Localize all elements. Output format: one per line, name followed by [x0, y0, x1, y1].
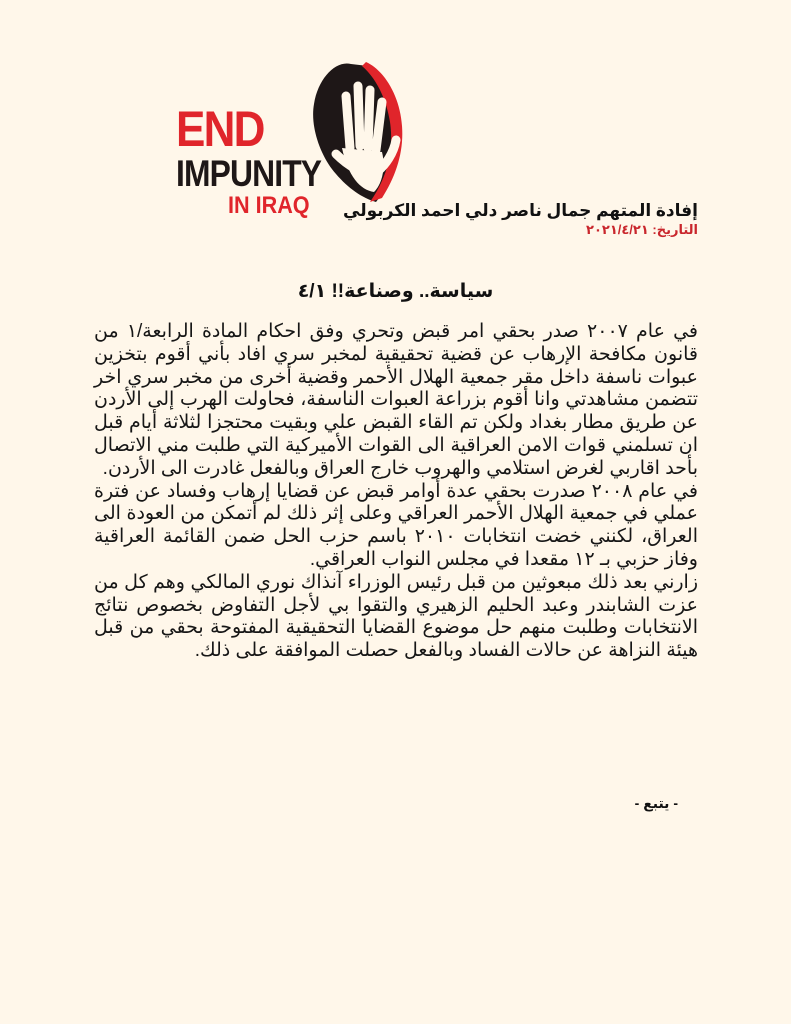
- to-be-continued-label: - يتبع -: [634, 795, 678, 811]
- date-label: التاريخ:: [652, 222, 698, 237]
- statement-date: [343, 222, 698, 238]
- body-paragraph: في عام ٢٠٠٧ صدر بحقي امر قبض وتحري وفق احكام المادة الرابعة/١ من قانون مكافحة الإرهاب عن قضية تحقيقية لمخبر سري افاد بأني أقوم بتخزين عبوات ناسفة داخل مقر جمعية الهلال الأحمر وقضية أخرى من مخبر سري اخر تتضمن مشاهدتي وانا أقوم بزراعة العبوات الناسفة، فحاولت الهرب إلى الأردن عن طريق مطار بغداد ولكن تم القاء القبض علي وبقيت محتجزا لثلاثة أيام قبل ان تسلمني قوات الامن العراقية الى القوات الأميركية التي طلبت مني الاتصال بأحد اقاربي لغرض استلامي والهروب خارج العراق وبالفعل غادرت الى الأردن.: [94, 321, 699, 479]
- date-value: ٢٠٢١/٤/٢١: [586, 222, 649, 237]
- statement-header: [343, 200, 698, 238]
- logo-impunity-text: IMPUNITY: [176, 153, 322, 194]
- logo-in-iraq-text: IN IRAQ: [228, 192, 310, 219]
- logo-wordmark: [176, 101, 345, 219]
- document-body: [94, 321, 698, 663]
- logo-end-text: END: [176, 101, 264, 157]
- end-impunity-logo: [176, 56, 406, 219]
- body-paragraph: في عام ٢٠٠٨ صدرت بحقي عدة أوامر قبض عن قضايا إرهاب وفساد عن فترة عملي في جمعية الهلال الأحمر العراقي وعلى إثر ذلك لم أتمكن من العودة الى العراق، لكنني خضت انتخابات ٢٠١٠ باسم حزب الحل ضمن القائمة العراقية وفاز حزبي بـ ١٢ مقعدا في مجلس النواب العراقي.: [94, 480, 698, 570]
- body-paragraph: زارني بعد ذلك مبعوثين من قبل رئيس الوزراء آنذاك نوري المالكي وهم كل من عزت الشابندر وعبد الحليم الزهيري والتقوا بي لأجل التفاوض بخصوص نتائج الانتخابات وطلبت منهم حل موضوع القضايا التحقيقية المفتوحة بحقي من قبل هيئة النزاهة عن حالات الفساد وبالفعل حصلت الموافقة على ذلك.: [94, 571, 698, 662]
- statement-title: إفادة المتهم جمال ناصر دلي احمد الكربولي: [343, 201, 698, 220]
- document-heading: سياسة.. وصناعة!! ٤/١: [297, 281, 494, 302]
